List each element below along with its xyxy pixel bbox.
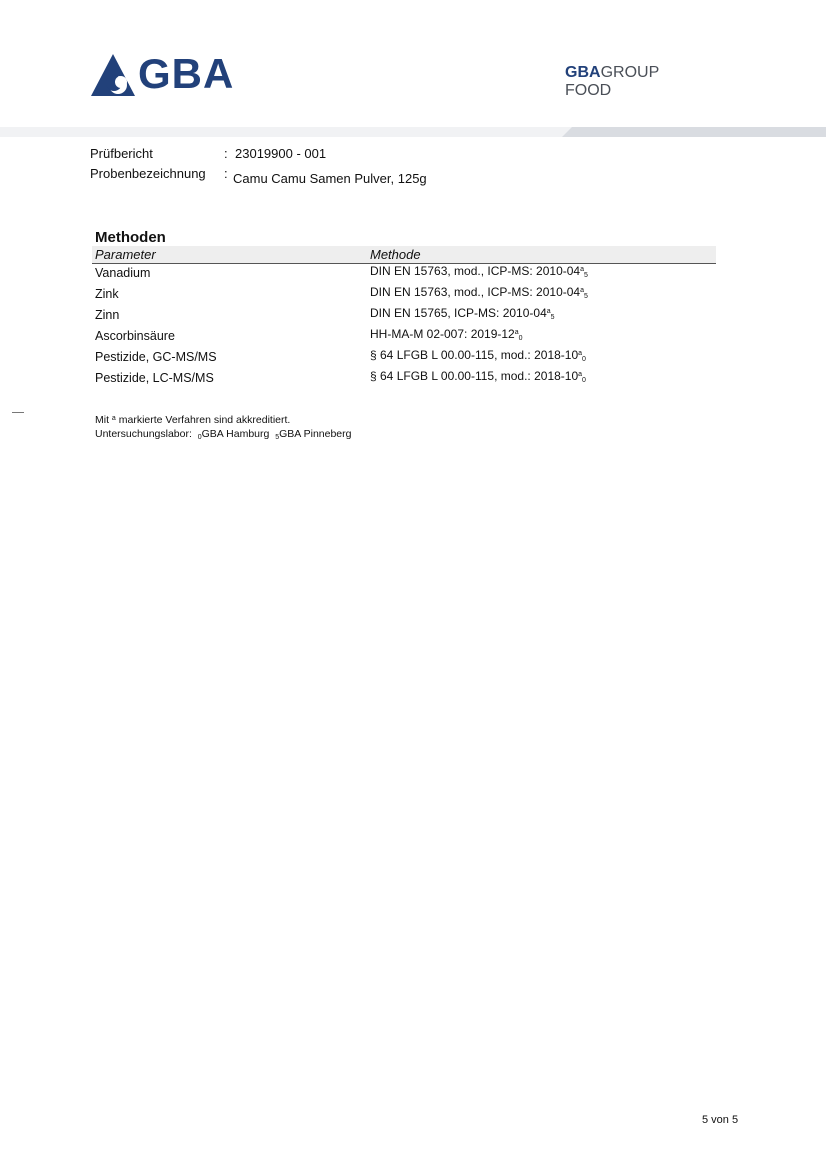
parameter-name: Pestizide, GC-MS/MS bbox=[95, 350, 217, 364]
method-name: § 64 LFGB L 00.00-115, mod.: $2018-10^a_0$ bbox=[370, 369, 586, 384]
sample-name: Camu Camu Samen Pulver, 125g bbox=[233, 171, 427, 186]
report-colon: : bbox=[224, 146, 228, 161]
methods-title: Methoden bbox=[95, 229, 166, 246]
laboratory-note: Untersuchungslabor: $_0$GBA Hamburg $_5$GBA Pinneberg bbox=[95, 428, 352, 441]
sample-label: Probenbezeichnung bbox=[90, 166, 206, 181]
table-row bbox=[95, 287, 715, 307]
margin-fold-mark bbox=[12, 412, 24, 413]
report-label: Prüfbericht bbox=[90, 146, 153, 161]
table-row bbox=[95, 266, 715, 286]
logo-wordmark: GBA bbox=[138, 50, 235, 97]
method-name: DIN EN 15765, ICP-MS: $2010-04^a_5$ bbox=[370, 306, 555, 321]
page-number: 5 von 5 bbox=[702, 1114, 739, 1126]
parameter-name: Ascorbinsäure bbox=[95, 329, 175, 343]
header-band-accent bbox=[562, 127, 826, 137]
method-name: DIN EN 15763, mod., ICP-MS: $2010-04^a_5$ bbox=[370, 285, 588, 300]
gba-logo bbox=[90, 52, 260, 100]
method-name: § 64 LFGB L 00.00-115, mod.: $2018-10^a_0$ bbox=[370, 348, 586, 363]
parameter-name: Vanadium bbox=[95, 266, 151, 280]
parameter-name: Pestizide, LC-MS/MS bbox=[95, 371, 214, 385]
accreditation-note: Mit $^a$ markierte Verfahren sind akkreditiert. bbox=[95, 414, 291, 426]
column-header-parameter: Parameter bbox=[95, 247, 156, 262]
parameter-name: Zink bbox=[95, 287, 119, 301]
sample-colon: : bbox=[224, 166, 228, 181]
gba-group-food-logo: GBAGROUP FOOD bbox=[565, 64, 660, 99]
table-row bbox=[95, 371, 715, 391]
table-row bbox=[95, 329, 715, 349]
gba-triangle-logo-icon bbox=[90, 52, 136, 98]
method-name: HH-MA-M 02-007: $2019-12^a_0$ bbox=[370, 327, 523, 342]
column-header-method: Methode bbox=[370, 247, 421, 262]
table-row bbox=[95, 350, 715, 370]
method-name: DIN EN 15763, mod., ICP-MS: $2010-04^a_5$ bbox=[370, 264, 588, 279]
methods-table-header bbox=[92, 246, 716, 264]
report-number: 23019900 - 001 bbox=[235, 146, 327, 161]
table-row bbox=[95, 308, 715, 328]
parameter-name: Zinn bbox=[95, 308, 120, 322]
